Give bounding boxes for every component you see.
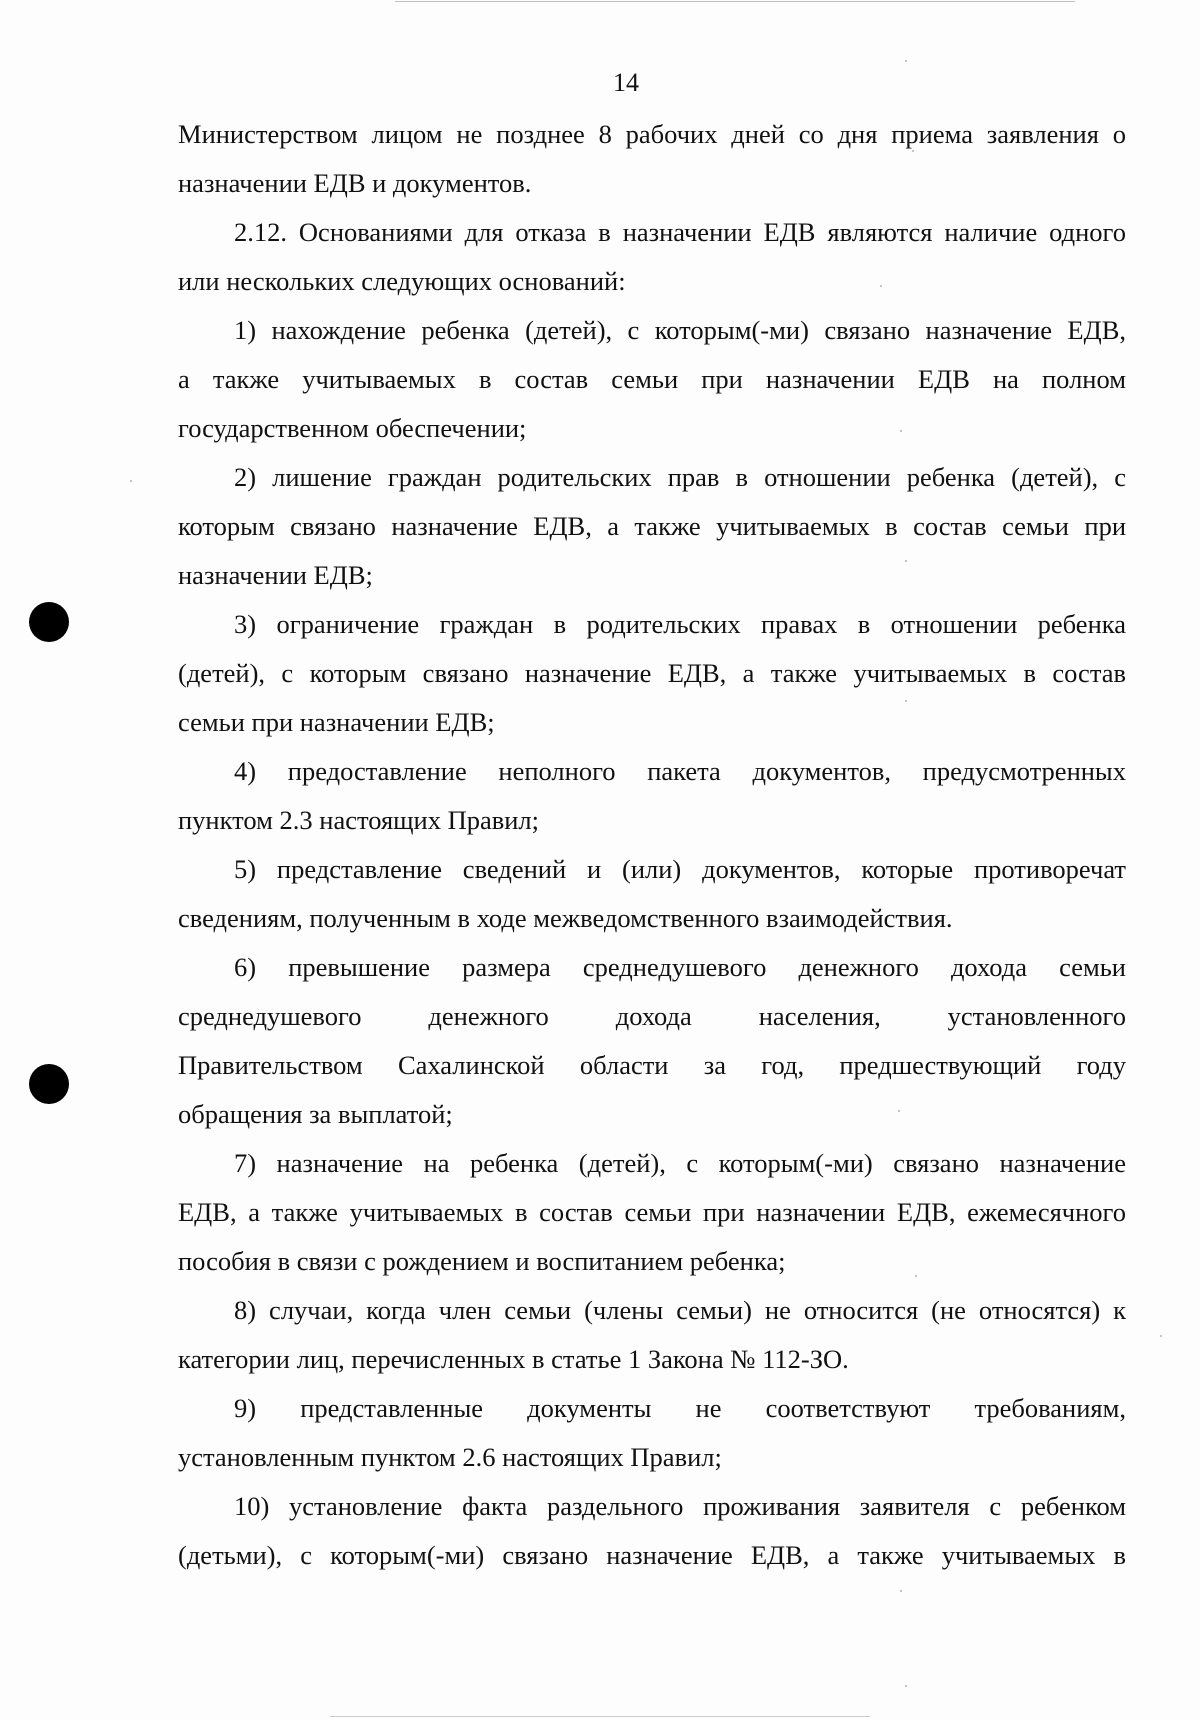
scan-speck [905, 60, 907, 62]
text-line: пособия в связи с рождением и воспитанием ребенка; [178, 1246, 786, 1276]
text-line: а также учитываемых в состав семьи при назначении ЕДВ на полном [178, 364, 1126, 394]
text-line: обращения за выплатой; [178, 1099, 453, 1129]
text-line: 4) предоставление неполного пакета документов, предусмотренных [234, 756, 1126, 786]
scan-speck [130, 480, 132, 482]
text-line: 5) представление сведений и (или) документов, которые противоречат [234, 854, 1126, 884]
page-number: 14 [613, 68, 639, 97]
text-line: 3) ограничение граждан в родительских правах в отношении ребенка [234, 609, 1126, 639]
text-line: установленным пунктом 2.6 настоящих Правил; [178, 1442, 722, 1472]
text-line: назначении ЕДВ; [178, 560, 373, 590]
text-line: пунктом 2.3 настоящих Правил; [178, 805, 540, 835]
text-line: ЕДВ, а также учитываемых в состав семьи при назначении ЕДВ, ежемесячного [178, 1197, 1126, 1227]
text-line: семьи при назначении ЕДВ; [178, 707, 495, 737]
text-line: которым связано назначение ЕДВ, а также учитываемых в состав семьи при [178, 511, 1126, 541]
text-line: 2.12. Основаниями для отказа в назначении ЕДВ являются наличие одного [234, 217, 1126, 247]
text-line: (детей), с которым связано назначение ЕДВ, а также учитываемых в состав [178, 658, 1126, 688]
text-line: 6) превышение размера среднедушевого денежного дохода семьи [234, 952, 1126, 982]
text-line: 9) представленные документы не соответствуют требованиям, [234, 1393, 1126, 1423]
text-line: назначении ЕДВ и документов. [178, 168, 532, 198]
text-line: 10) установление факта раздельного проживания заявителя с ребенком [234, 1491, 1126, 1521]
text-line: категории лиц, перечисленных в статье 1 Закона № 112-ЗО. [178, 1344, 849, 1374]
text-line: 8) случаи, когда член семьи (члены семьи) не относится (не относятся) к [234, 1295, 1126, 1325]
text-line: Правительством Сахалинской области за год, предшествующий году [178, 1050, 1126, 1080]
text-line: или нескольких следующих оснований: [178, 266, 626, 296]
text-line: Министерством лицом не позднее 8 рабочих дней со дня приема заявления о [178, 119, 1126, 149]
text-line: государственном обеспечении; [178, 413, 527, 443]
punch-hole-upper [29, 602, 69, 642]
text-line: сведениям, полученным в ходе межведомственного взаимодействия. [178, 903, 953, 933]
document-body [178, 110, 1126, 1580]
text-line: среднедушевого денежного дохода населения, установленного [178, 1001, 1126, 1031]
text-line: 7) назначение на ребенка (детей), с которым(-ми) связано назначение [234, 1148, 1126, 1178]
punch-hole-lower [29, 1064, 69, 1104]
scan-speck [905, 1685, 907, 1687]
scan-speck [1160, 1335, 1162, 1337]
scan-edge-top [395, 1, 1075, 2]
text-line: 2) лишение граждан родительских прав в отношении ребенка (детей), с [234, 462, 1126, 492]
text-line: (детьми), с которым(-ми) связано назначение ЕДВ, а также учитываемых в [178, 1540, 1126, 1570]
scan-speck [900, 1590, 902, 1592]
text-line: 1) нахождение ребенка (детей), с которым(-ми) связано назначение ЕДВ, [234, 315, 1126, 345]
scan-edge-bottom [330, 1716, 870, 1717]
